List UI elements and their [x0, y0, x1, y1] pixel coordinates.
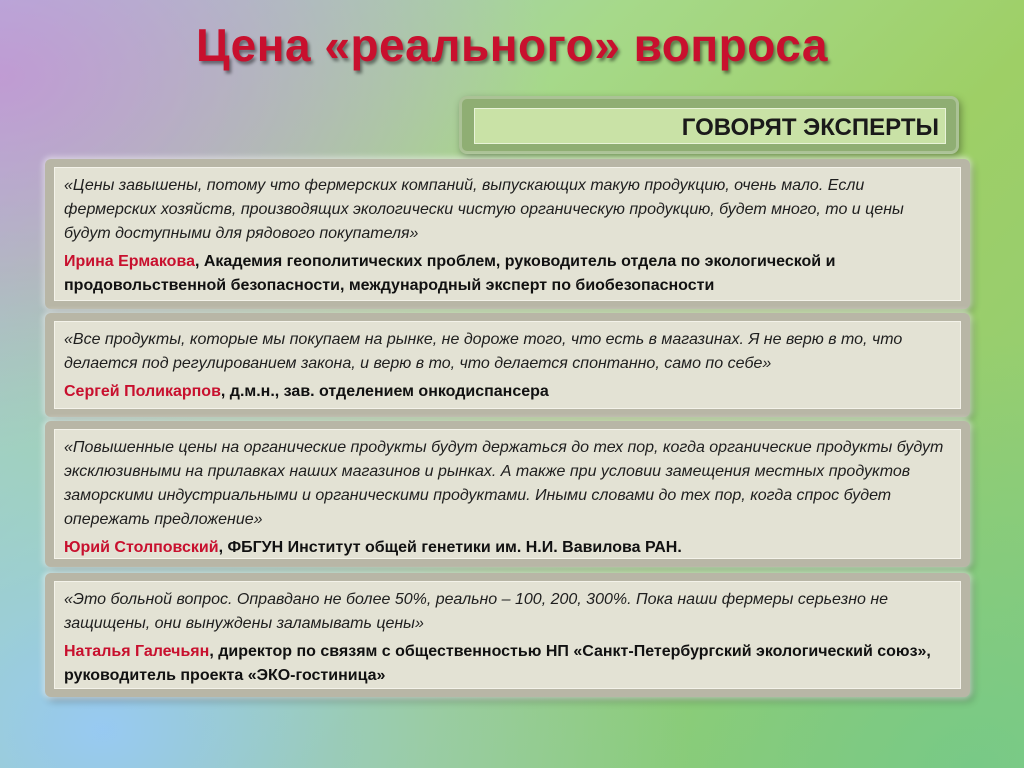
quote-text: «Повышенные цены на органические продукты будут держаться до тех пор, когда органические продукты будут эксклюзивными на прилавках наших магазинов и рынках. А также при условии замещения местных продуктов заморскими индустриальными и органическими продуктами. Иными словами до тех пор, когда спрос будет опережать предложение» — [64, 439, 944, 528]
quote-card-body — [54, 167, 961, 301]
quote-text: «Все продукты, которые мы покупаем на рынке, не дороже того, что есть в магазинах. Я не верю в то, что делается под регулированием закона, и верю в то, что делается спонтанно, само по себе» — [64, 331, 903, 372]
expert-role: , д.м.н., зав. отделением онкодиспансера — [220, 383, 549, 400]
quote-attribution — [64, 380, 950, 404]
quote-attribution — [64, 536, 950, 560]
experts-tag: ГОВОРЯТ ЭКСПЕРТЫ — [474, 108, 946, 144]
quote-card-body — [54, 429, 961, 559]
expert-name: Сергей Поликарпов — [64, 383, 221, 400]
slide-title: Цена «реального» вопроса — [195, 19, 828, 71]
quote-attribution — [64, 250, 950, 298]
expert-name: Наталья Галечьян — [64, 643, 210, 660]
expert-role: , директор по связям с общественностью НП «Санкт-Петербургский экологический союз», руководитель проекта «ЭКО-гостиница» — [64, 643, 931, 684]
quote-attribution — [64, 640, 950, 688]
expert-name: Ирина Ермакова — [64, 253, 195, 270]
quote-card-body — [54, 321, 961, 409]
quote-card-1 — [45, 159, 970, 309]
expert-role: , ФБГУН Институт общей генетики им. Н.И. Вавилова РАН. — [218, 539, 682, 556]
quote-card-2 — [45, 313, 970, 417]
expert-role: , Академия геополитических проблем, руководитель отдела по экологической и продовольственной безопасности, международный эксперт по биобезопасности — [64, 253, 836, 294]
quote-card-3 — [45, 421, 970, 567]
quote-card-body — [54, 581, 961, 689]
quote-card-4 — [45, 573, 970, 697]
quote-text: «Цены завышены, потому что фермерских компаний, выпускающих такую продукцию, очень мало. Если фермерских хозяйств, производящих экологически чистую органическую продукцию, будет много, то и цены будут доступными для рядового покупателя» — [64, 177, 904, 242]
quote-text: «Это больной вопрос. Оправдано не более 50%, реально – 100, 200, 300%. Пока наши фермеры серьезно не защищены, они вынуждены заламывать цены» — [64, 591, 889, 632]
expert-name: Юрий Столповский — [64, 539, 219, 556]
